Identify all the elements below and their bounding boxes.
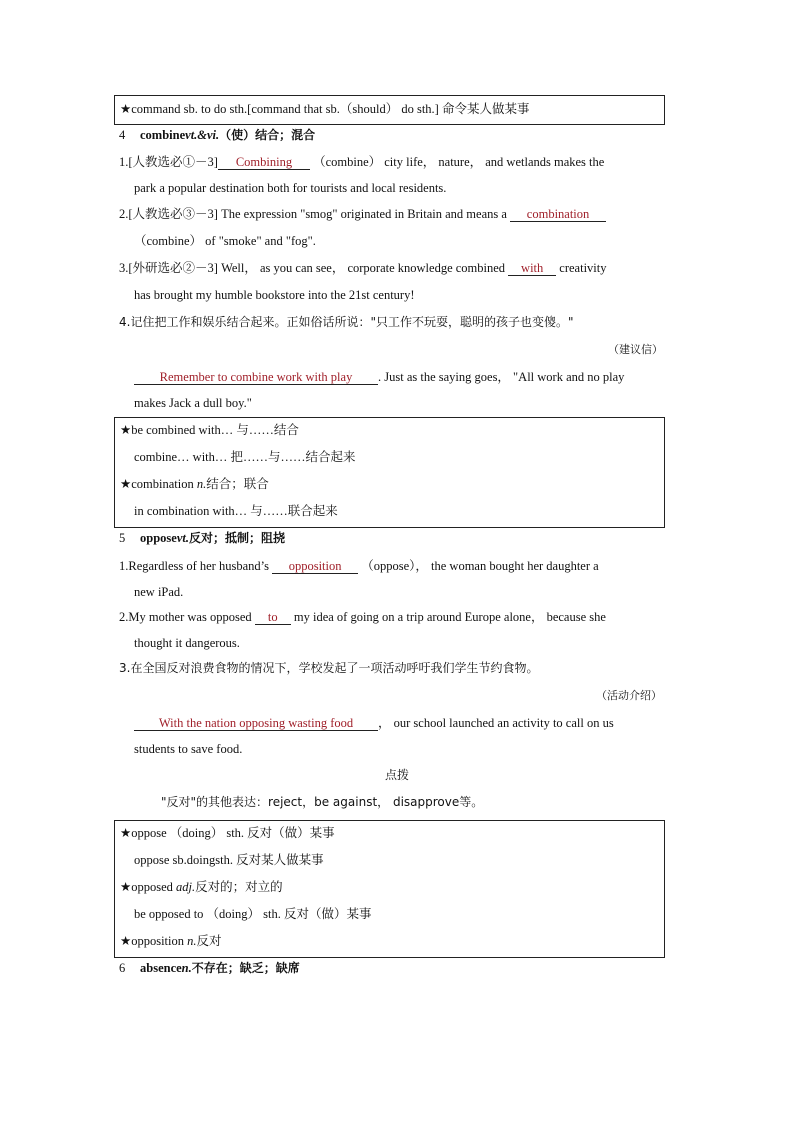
exercise-line: students to save food. bbox=[134, 742, 243, 756]
note-line: ★be combined with… 与……结合 bbox=[120, 423, 299, 437]
note-term: ★combination bbox=[120, 477, 197, 491]
part-of-speech: vt. bbox=[176, 531, 189, 545]
section-heading-absence bbox=[119, 960, 300, 976]
headword-meaning: 不存在；缺乏；缺席 bbox=[191, 961, 300, 975]
headword-meaning: 反对；抵制；阻挠 bbox=[188, 531, 285, 545]
exercise-line: thought it dangerous. bbox=[134, 636, 240, 650]
note-line: oppose sb.doingsth. 反对某人做某事 bbox=[134, 853, 324, 867]
note-line: ★command sb. to do sth.[command that sb.（should） do sth.] 命令某人做某事 bbox=[120, 102, 530, 116]
answer-blank: Combining bbox=[218, 155, 310, 170]
source-label: （活动介绍） bbox=[596, 689, 662, 702]
note-line: be opposed to （doing） sth. 反对（做）某事 bbox=[134, 907, 372, 921]
note-meaning: 结合；联合 bbox=[206, 477, 269, 491]
exercise-text: 3.[外研选必②－3] Well， as you can see， corporate knowledge combined bbox=[119, 261, 506, 275]
note-term: ★opposition bbox=[120, 934, 188, 948]
note-meaning: 反对 bbox=[196, 934, 222, 948]
exercise-line: （combine） of "smoke" and "fog". bbox=[134, 234, 316, 248]
answer-blank: combination bbox=[510, 207, 606, 222]
headword: combine bbox=[140, 128, 186, 142]
part-of-speech: n. bbox=[181, 961, 192, 975]
part-of-speech: n. bbox=[187, 934, 197, 948]
headword: oppose bbox=[140, 531, 177, 545]
exercise-line: park a popular destination both for tourists and local residents. bbox=[134, 181, 447, 195]
note-box-combine bbox=[114, 417, 665, 528]
exercise-line bbox=[119, 154, 604, 170]
translation-prompt: 4.记住把工作和娱乐结合起来。正如俗话所说："只工作不玩耍，聪明的孩子也变傻。" bbox=[119, 315, 574, 329]
exercise-line bbox=[119, 206, 606, 222]
note-line bbox=[120, 933, 222, 949]
exercise-text: ， our school launched an activity to call on us bbox=[378, 716, 614, 730]
note-line: ★oppose （doing） sth. 反对（做）某事 bbox=[120, 826, 335, 840]
part-of-speech: vt.&vi. bbox=[185, 128, 220, 142]
section-heading-oppose bbox=[119, 530, 285, 546]
part-of-speech: n. bbox=[196, 477, 207, 491]
exercise-line bbox=[119, 260, 607, 276]
tip-title: 点拨 bbox=[384, 768, 409, 782]
note-line: combine… with… 把……与……结合起来 bbox=[134, 450, 356, 464]
exercise-line bbox=[119, 609, 606, 625]
tip-text: "反对"的其他表达：reject，be against， disapprove等。 bbox=[161, 795, 484, 809]
source-label: （建议信） bbox=[608, 343, 663, 356]
exercise-text: . Just as the saying goes， "All work and no play bbox=[378, 370, 625, 384]
exercise-line: has brought my humble bookstore into the 21st century! bbox=[134, 288, 415, 302]
exercise-text: 2.My mother was opposed bbox=[119, 610, 252, 624]
answer-blank: with bbox=[508, 261, 556, 276]
exercise-text: 2.[人教选必③－3] The expression "smog" originated in Britain and means a bbox=[119, 207, 507, 221]
exercise-text: creativity bbox=[559, 261, 607, 275]
answer-blank: opposition bbox=[272, 559, 358, 574]
section-number: 5 bbox=[119, 531, 126, 545]
section-heading-combine bbox=[119, 127, 315, 143]
exercise-line: new iPad. bbox=[134, 585, 184, 599]
exercise-text: city life， nature， and wetlands makes the bbox=[384, 155, 605, 169]
note-box-command bbox=[114, 95, 665, 125]
exercise-line bbox=[119, 558, 599, 574]
answer-blank: Remember to combine work with play bbox=[134, 370, 378, 385]
exercise-line bbox=[134, 369, 624, 385]
section-number: 6 bbox=[119, 961, 126, 975]
note-line bbox=[120, 879, 283, 895]
section-number: 4 bbox=[119, 128, 126, 142]
part-of-speech: adj. bbox=[176, 880, 196, 894]
answer-blank: to bbox=[255, 610, 291, 625]
note-term: ★opposed bbox=[120, 880, 176, 894]
answer-blank: With the nation opposing wasting food bbox=[134, 716, 378, 731]
headword: absence bbox=[140, 961, 182, 975]
exercise-text: 1.Regardless of her husband’s bbox=[119, 559, 269, 573]
exercise-source-tag: 1.[人教选必①－3] bbox=[119, 155, 218, 169]
note-meaning: 反对的；对立的 bbox=[195, 880, 283, 894]
exercise-line bbox=[134, 715, 614, 731]
headword-meaning: （使）结合；混合 bbox=[219, 128, 316, 142]
note-box-oppose bbox=[114, 820, 665, 958]
note-line bbox=[120, 476, 269, 492]
translation-prompt: 3.在全国反对浪费食物的情况下，学校发起了一项活动呼吁我们学生节约食物。 bbox=[119, 661, 539, 675]
exercise-line: makes Jack a dull boy." bbox=[134, 396, 252, 410]
exercise-text: my idea of going on a trip around Europe alone， because she bbox=[293, 610, 606, 624]
exercise-text: （oppose）， the woman bought her daughter a bbox=[361, 559, 599, 573]
note-line: in combination with… 与……联合起来 bbox=[134, 504, 338, 518]
word-hint: （combine） bbox=[313, 155, 382, 169]
